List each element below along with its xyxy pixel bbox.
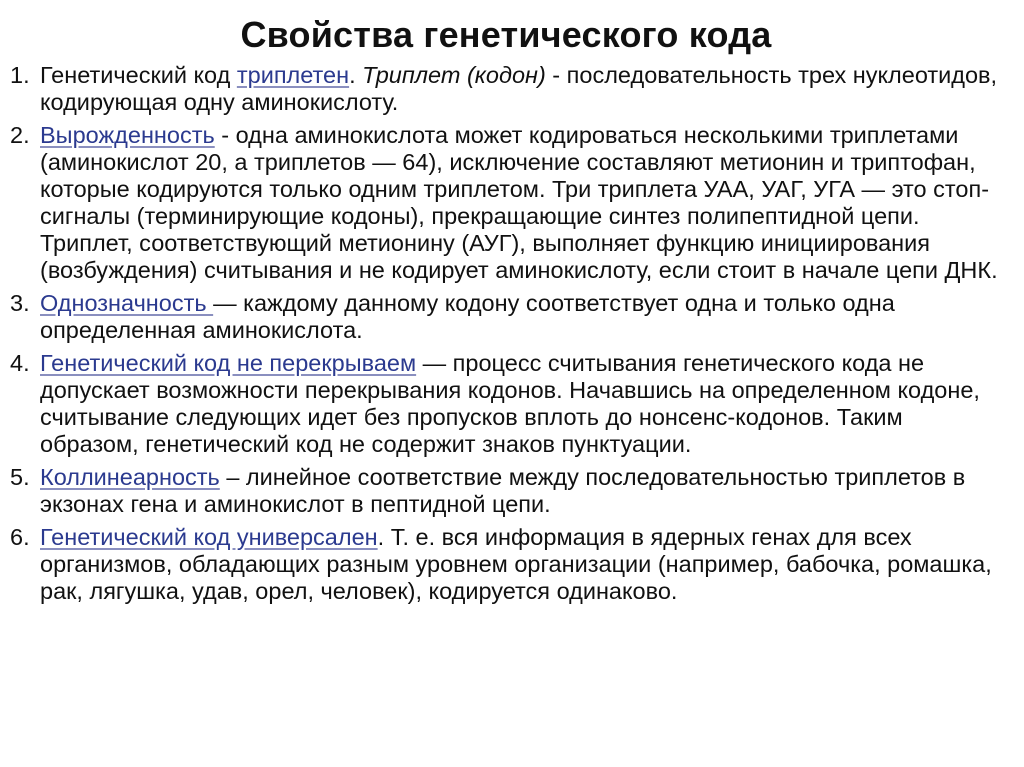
item-after-term: . [349,62,363,88]
term-link-degeneracy[interactable]: Вырожденность [40,122,215,148]
term-link-uniqueness[interactable]: Однозначность [40,290,214,316]
page-title: Свойства генетического кода [240,14,772,55]
list-item [10,524,1002,605]
item-number: 1. [10,62,30,88]
item-italic: Триплет (кодон) [362,62,546,88]
properties-list [10,62,1002,605]
item-number: 5. [10,464,30,490]
list-item [10,464,1002,518]
list-item [10,122,1002,284]
item-text: — процесс считывания генетического кода не допускает возможности перекрывания кодонов. Начавшись на определенном кодоне, считывание следующих идет без пропусков вплоть до нонсенс-кодонов. Таким образом, генетический код не содержит знаков пунктуации. [40,350,980,457]
item-text: - одна аминокислота может кодироваться несколькими триплетами (аминокислот 20, а триплетов — 64), исключение составляют метионин и триптофан, которые кодируются только одним триплетом. Три триплета УАА, УАГ, УГА — это стоп-сигналы (терминирующие кодоны), прекращающие синтез полипептидной цепи. Триплет, соответствующий метионину (АУГ), выполняет функцию инициирования (возбуждения) считывания и не кодирует аминокислоту, если стоит в начале цепи ДНК. [40,122,998,283]
term-link-collinearity[interactable]: Коллинеарность [40,464,220,490]
term-link-universality[interactable]: Генетический код универсален [40,524,378,550]
list-item [10,290,1002,344]
item-text: . Т. е. вся информация в ядерных генах для всех организмов, обладающих разным уровнем организации (например, бабочка, ромашка, рак, лягушка, удав, орел, человек), кодируется одинаково. [40,524,992,604]
item-number: 2. [10,122,30,148]
item-number: 6. [10,524,30,550]
item-lead: Генетический код [40,62,237,88]
list-item [10,350,1002,458]
item-text: — каждому данному кодону соответствует одна и только одна определенная аминокислота. [40,290,895,343]
item-text: – линейное соответствие между последовательностью триплетов в экзонах гена и аминокислот в пептидной цепи. [40,464,966,517]
term-link-triplet[interactable]: триплетен [236,62,350,88]
list-item [10,62,1002,116]
item-text: - последовательность трех нуклеотидов, кодирующая одну аминокислоту. [40,62,998,115]
term-link-non-overlapping[interactable]: Генетический код не перекрываем [40,350,417,376]
item-number: 3. [10,290,30,316]
item-number: 4. [10,350,30,376]
